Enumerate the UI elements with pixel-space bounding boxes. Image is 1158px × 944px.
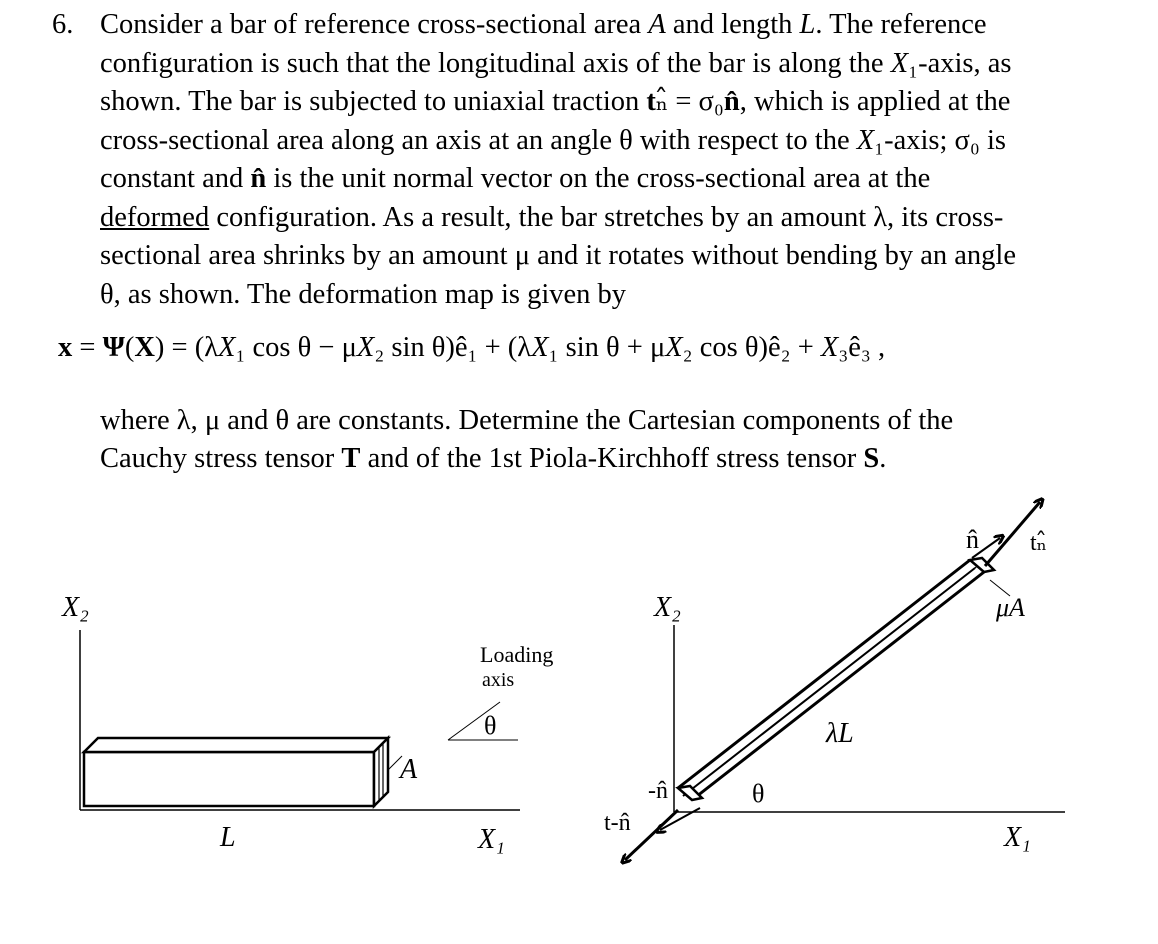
text-line: configuration is such that the longitudinal axis of the bar is along the X₁-axis, as	[100, 47, 1012, 79]
text-line: x = Ψ(X) = (λX₁ cos θ − μX₂ sin θ)ê₁ + (λX₁ sin θ + μX₂ cos θ)ê₂ + X₃ê₃ ,	[58, 332, 886, 363]
length-label-left: L	[220, 822, 236, 853]
figure-reference-configuration	[61, 592, 553, 855]
neg-traction-label: t-n̂	[604, 810, 631, 836]
x1-label-left: X₁	[478, 824, 505, 855]
text-line: sectional area shrinks by an amount μ and it rotates without bending by an angle	[100, 240, 1016, 271]
text-line: deformed configuration. As a result, the bar stretches by an amount λ, its cross-	[100, 201, 1004, 233]
loading-angle-label: θ	[484, 711, 497, 740]
length-label-right: λL	[826, 718, 854, 749]
text-line: Cauchy stress tensor T and of the 1st Piola-Kirchhoff stress tensor S.	[100, 443, 887, 474]
reference-bar	[84, 738, 388, 806]
text-line: shown. The bar is subjected to uniaxial traction tₙ̂ = σ₀n̂, which is applied at the	[100, 86, 1011, 117]
angle-label-right: θ	[752, 779, 765, 808]
problem-number: 6.	[52, 9, 74, 40]
deformed-bar	[678, 558, 994, 800]
figure-deformed-configuration	[604, 502, 1065, 860]
area-label-left: A	[400, 754, 418, 785]
traction-arrow-left	[625, 810, 678, 860]
loading-axis-label: Loading	[480, 642, 554, 667]
text-line: Consider a bar of reference cross-sectional area A and length L. The reference	[100, 9, 987, 40]
text-line: θ, as shown. The deformation map is given by	[100, 278, 627, 310]
text-line: constant and n̂ is the unit normal vector on the cross-sectional area at the	[100, 163, 931, 194]
traction-label-right: tₙ̂	[1030, 530, 1048, 556]
area-label-right: μA	[996, 593, 1025, 622]
x2-label-right: X₂	[654, 592, 681, 623]
x2-label-left: X₂	[62, 592, 89, 623]
loading-axis-label-2: axis	[482, 669, 515, 691]
text-line: cross-sectional area along an axis at an angle θ with respect to the X₁-axis; σ₀ is	[100, 124, 1006, 156]
x1-label-right: X₁	[1004, 822, 1031, 853]
text-line: where λ, μ and θ are constants. Determine the Cartesian components of the	[100, 405, 954, 436]
neg-normal-label: -n̂	[648, 778, 668, 804]
normal-label-right: n̂	[966, 525, 979, 554]
